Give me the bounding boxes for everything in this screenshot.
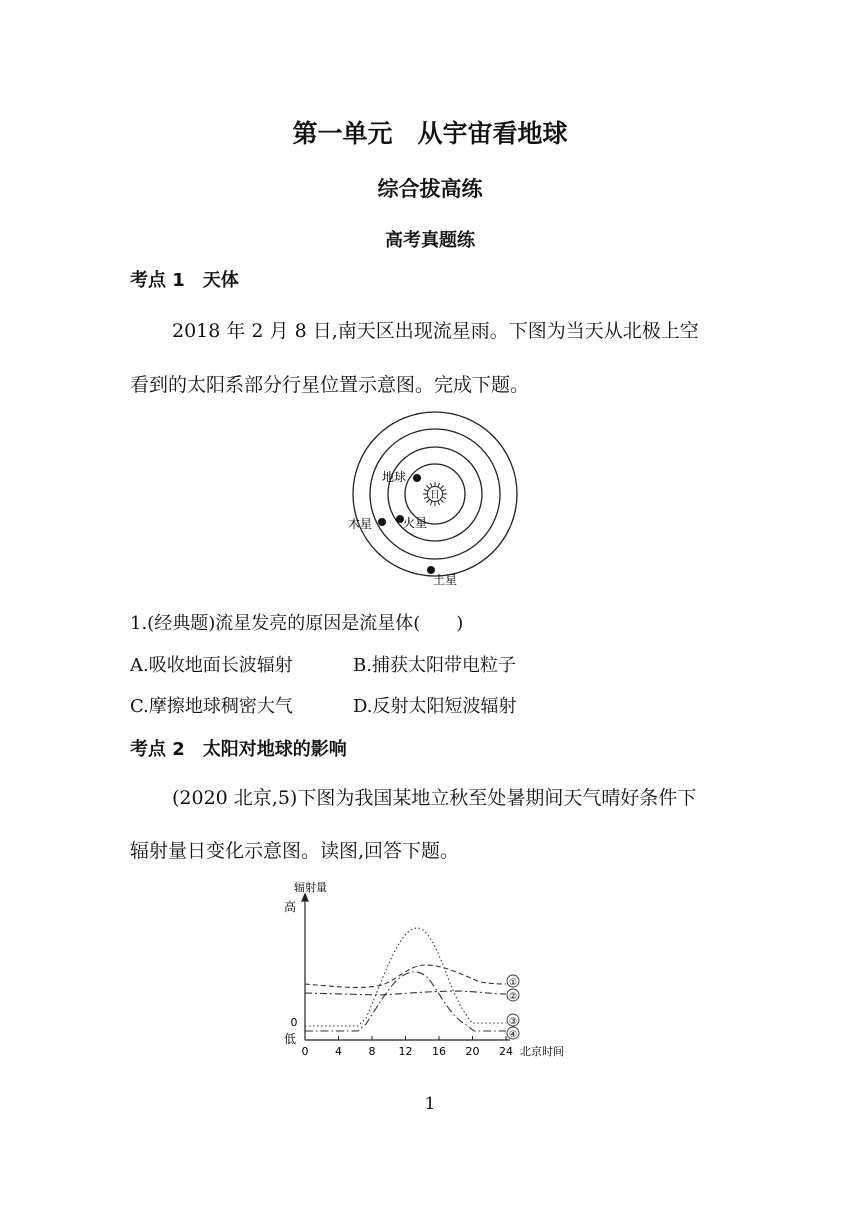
topic1-intro-line1: 2018 年 2 月 8 日,南天区出现流星雨。下图为当天从北极上空 xyxy=(172,320,699,342)
radiation-chart xyxy=(270,878,590,1066)
series-2-label: ② xyxy=(508,992,518,1002)
y-tick-low: 低 xyxy=(283,1032,297,1046)
x-axis-label: 北京时间 xyxy=(520,1045,564,1058)
sub-title: 综合拔高练 xyxy=(377,177,483,201)
x-tick-label: 16 xyxy=(432,1045,446,1058)
mars-label: 火星 xyxy=(403,516,428,530)
topic2-heading: 考点 2 太阳对地球的影响 xyxy=(130,739,347,760)
option-d: D.反射太阳短波辐射 xyxy=(353,696,517,717)
topic1-intro-line2: 看到的太阳系部分行星位置示意图。完成下题。 xyxy=(130,374,530,396)
page-number: 1 xyxy=(424,1094,436,1114)
solar-system-diagram xyxy=(340,410,530,592)
x-tick-label: 20 xyxy=(465,1045,480,1058)
x-tick-label: 8 xyxy=(368,1045,376,1058)
earth-label: 地球 xyxy=(382,470,407,484)
earth-dot xyxy=(413,474,421,482)
jupiter-dot xyxy=(378,518,386,526)
topic2-intro-line2: 辐射量日变化示意图。读图,回答下题。 xyxy=(130,840,460,862)
option-a: A.吸收地面长波辐射 xyxy=(130,655,293,676)
series-4-label: ④ xyxy=(508,1030,518,1040)
series-3-curve xyxy=(305,928,506,1026)
series-3-label: ③ xyxy=(508,1017,518,1027)
option-c: C.摩擦地球稠密大气 xyxy=(130,696,293,717)
saturn-label: 土星 xyxy=(433,573,458,587)
series-1-label: ① xyxy=(508,978,518,988)
x-tick-group xyxy=(302,1036,514,1058)
question-1: 1.(经典题)流星发亮的原因是流星体( ) xyxy=(130,613,464,634)
sun-label: 日 xyxy=(430,490,440,501)
series-1-curve xyxy=(305,965,506,987)
option-b: B.捕获太阳带电粒子 xyxy=(353,655,516,676)
y-axis-label: 辐射量 xyxy=(294,881,327,894)
jupiter-label: 木星 xyxy=(348,517,373,531)
section-title: 高考真题练 xyxy=(385,230,475,251)
x-tick-label: 24 xyxy=(499,1045,513,1058)
topic2-intro-line1: (2020 北京,5)下图为我国某地立秋至处暑期间天气晴好条件下 xyxy=(172,787,697,809)
x-tick-label: 0 xyxy=(301,1045,309,1058)
topic1-heading: 考点 1 天体 xyxy=(130,270,239,291)
y-tick-zero: 0 xyxy=(290,1016,298,1029)
x-tick-label: 12 xyxy=(398,1045,413,1058)
x-tick-label: 4 xyxy=(335,1045,342,1058)
unit-title: 第一单元 从宇宙看地球 xyxy=(292,119,568,148)
y-tick-high: 高 xyxy=(283,900,297,914)
y-axis-arrow xyxy=(302,894,308,901)
series-2-curve xyxy=(305,991,506,995)
